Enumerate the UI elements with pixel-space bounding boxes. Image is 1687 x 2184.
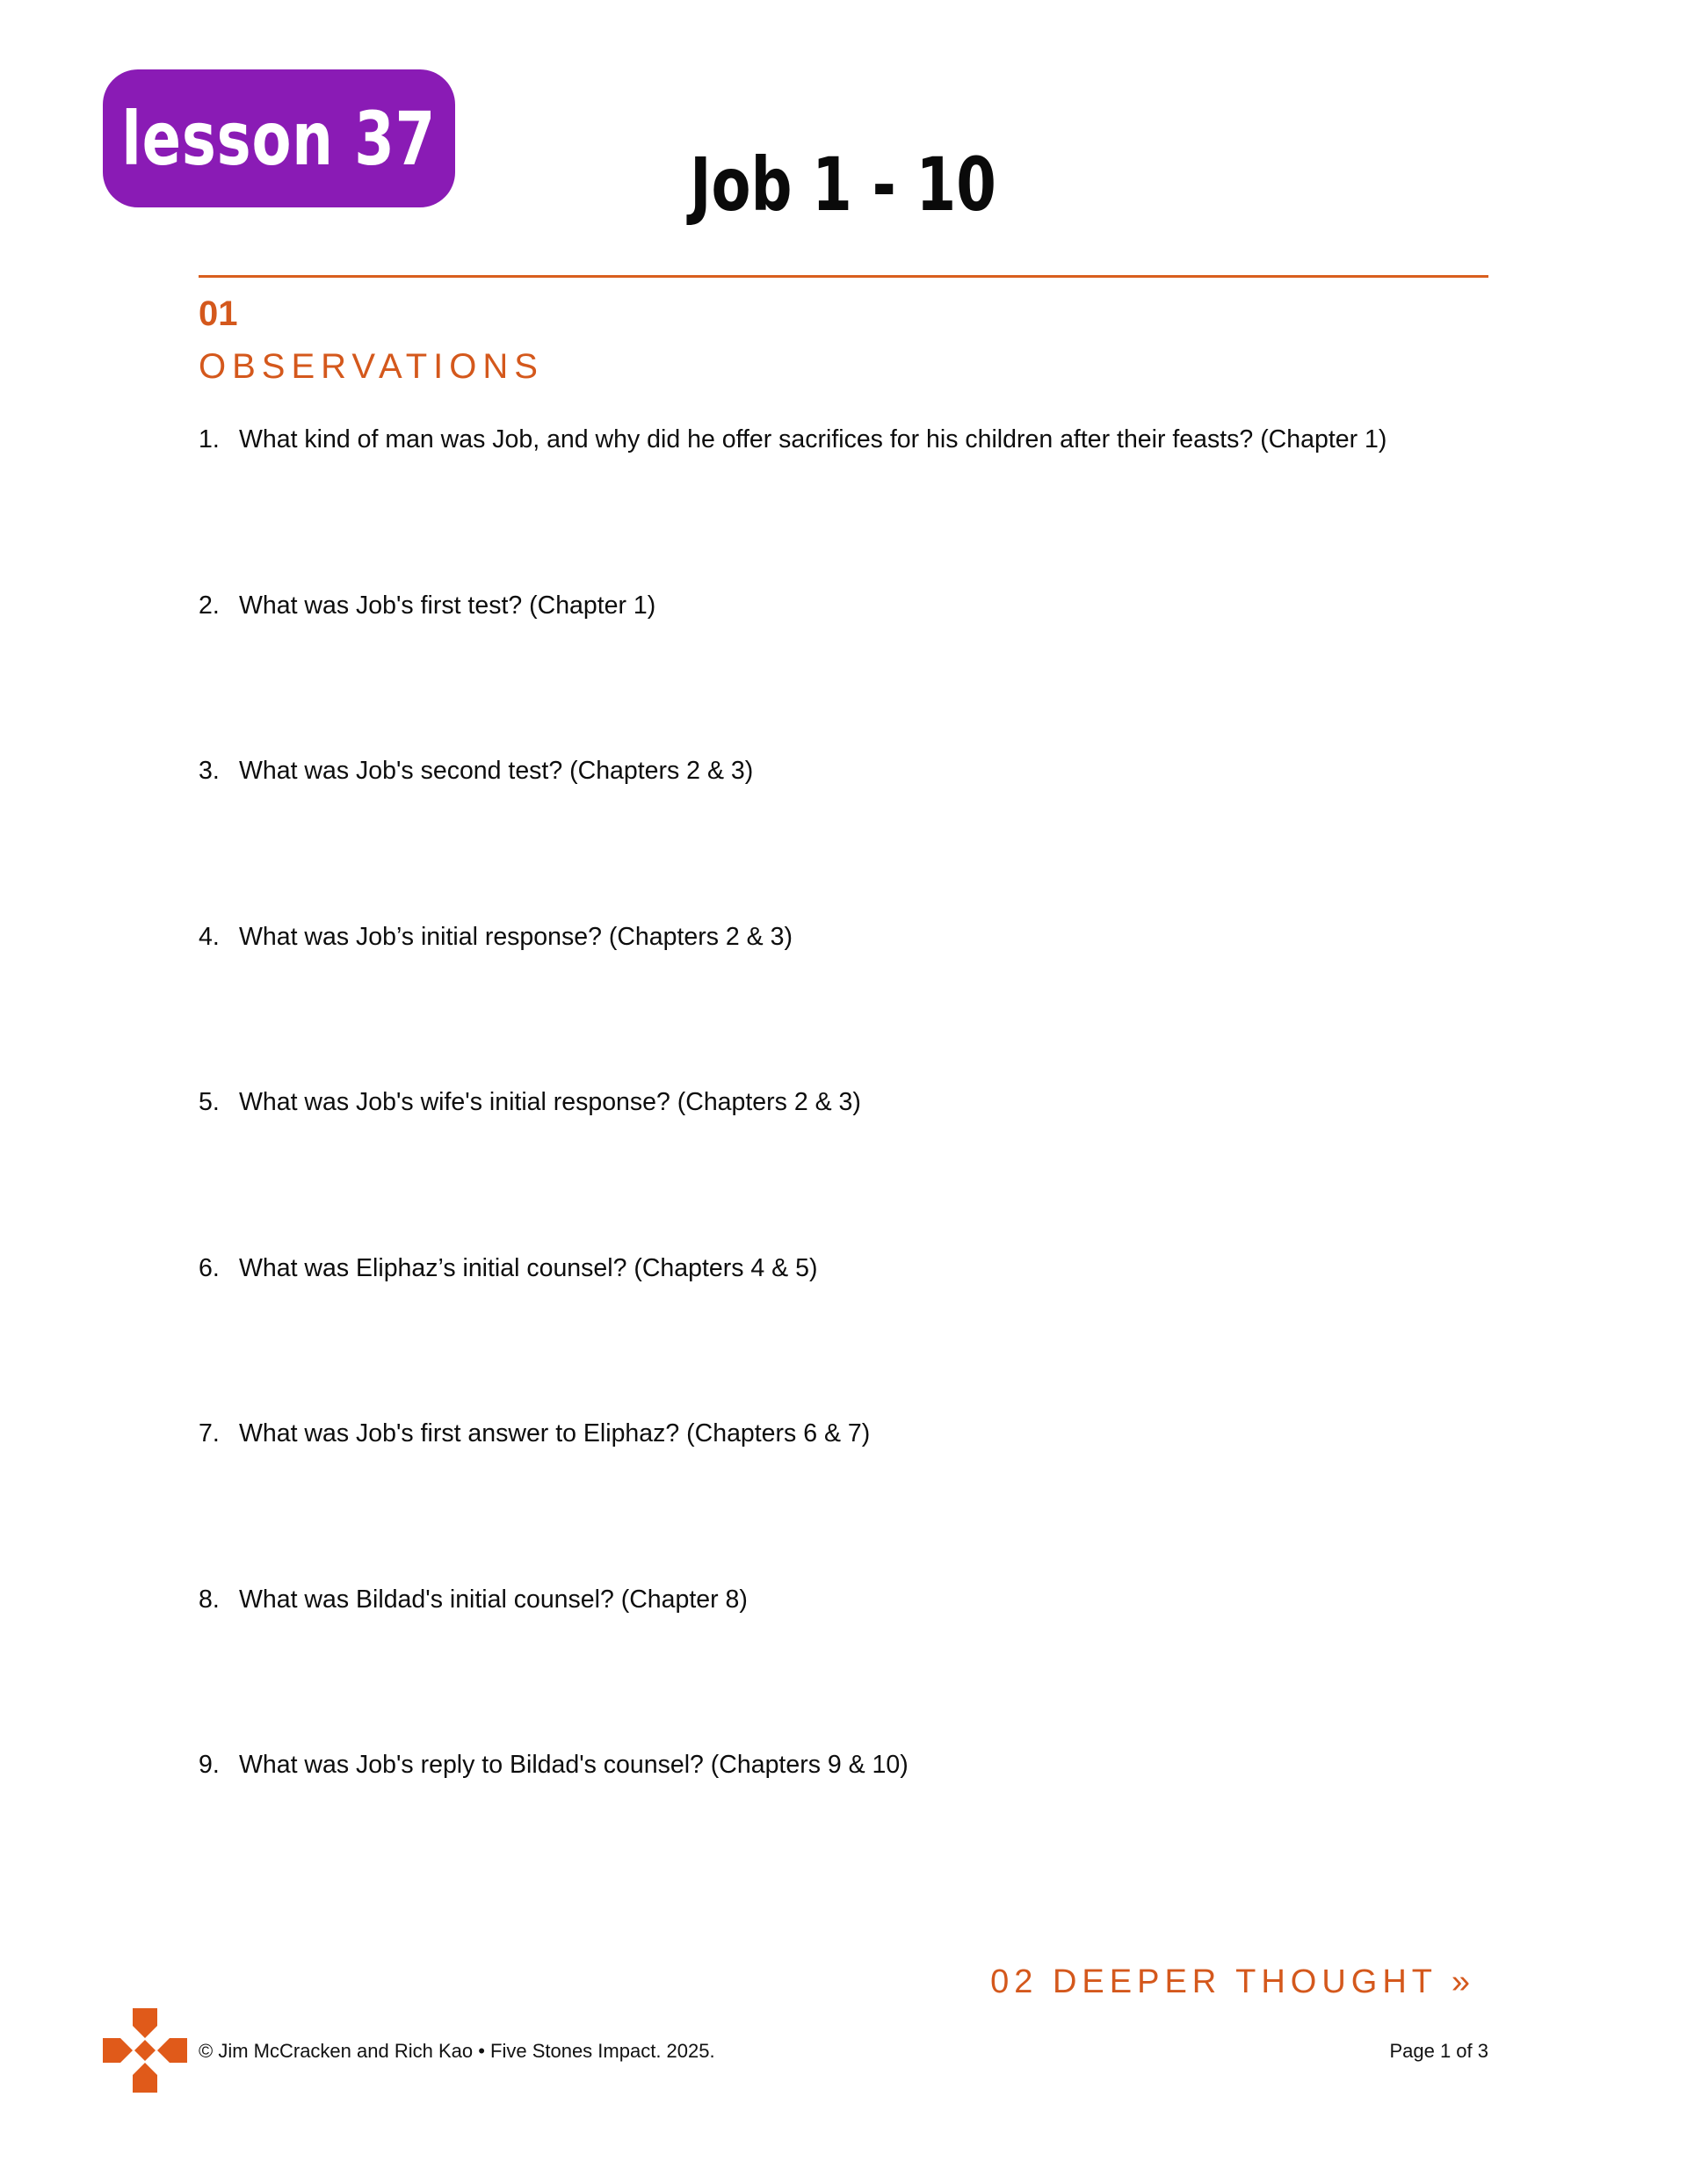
five-stones-cross-logo-icon bbox=[103, 2008, 187, 2093]
question-number: 7. bbox=[199, 1419, 220, 1448]
question-number: 1. bbox=[199, 425, 220, 453]
question-item bbox=[199, 584, 1488, 750]
page-title-text: Job 1 - 10 bbox=[690, 141, 997, 228]
question-number: 5. bbox=[199, 1088, 220, 1116]
question-item bbox=[199, 1246, 1488, 1412]
question-text: What was Bildad's initial counsel? (Chapter 8) bbox=[239, 1585, 748, 1614]
question-item bbox=[199, 417, 1488, 584]
page-number: Page 1 of 3 bbox=[1389, 2040, 1488, 2062]
question-number: 8. bbox=[199, 1585, 220, 1614]
question-item bbox=[199, 915, 1488, 1081]
footer-copyright: © Jim McCracken and Rich Kao • Five Stones Impact. 2025. bbox=[199, 2040, 715, 2062]
question-text: What was Job's first test? (Chapter 1) bbox=[239, 591, 656, 620]
question-list bbox=[199, 417, 1488, 1909]
question-number: 3. bbox=[199, 757, 220, 785]
question-text: What was Job’s initial response? (Chapters 2 & 3) bbox=[239, 922, 793, 951]
question-number: 4. bbox=[199, 922, 220, 951]
next-section-link[interactable]: 02 DEEPER THOUGHT » bbox=[990, 1963, 1475, 2000]
question-text: What was Job's reply to Bildad's counsel? (Chapters 9 & 10) bbox=[239, 1751, 909, 1779]
question-text: What was Eliphaz’s initial counsel? (Chapters 4 & 5) bbox=[239, 1253, 818, 1282]
question-number: 9. bbox=[199, 1751, 220, 1779]
question-item bbox=[199, 1578, 1488, 1744]
question-text: What was Job's first answer to Eliphaz? (Chapters 6 & 7) bbox=[239, 1419, 871, 1448]
question-item bbox=[199, 1743, 1488, 1909]
lesson-label: lesson 37 bbox=[121, 95, 437, 182]
section-number: 01 bbox=[199, 294, 238, 333]
question-text: What was Job's wife's initial response? (Chapters 2 & 3) bbox=[239, 1088, 861, 1116]
question-item bbox=[199, 749, 1488, 915]
question-number: 2. bbox=[199, 591, 220, 620]
section-title: OBSERVATIONS bbox=[199, 347, 544, 386]
page-title bbox=[0, 141, 1687, 229]
question-item bbox=[199, 1080, 1488, 1246]
question-item bbox=[199, 1411, 1488, 1578]
question-text: What kind of man was Job, and why did he offer sacrifices for his children after their feasts? (Chapter 1) bbox=[239, 425, 1387, 453]
question-number: 6. bbox=[199, 1253, 220, 1282]
question-text: What was Job's second test? (Chapters 2 & 3) bbox=[239, 757, 754, 785]
section-divider bbox=[199, 275, 1488, 278]
